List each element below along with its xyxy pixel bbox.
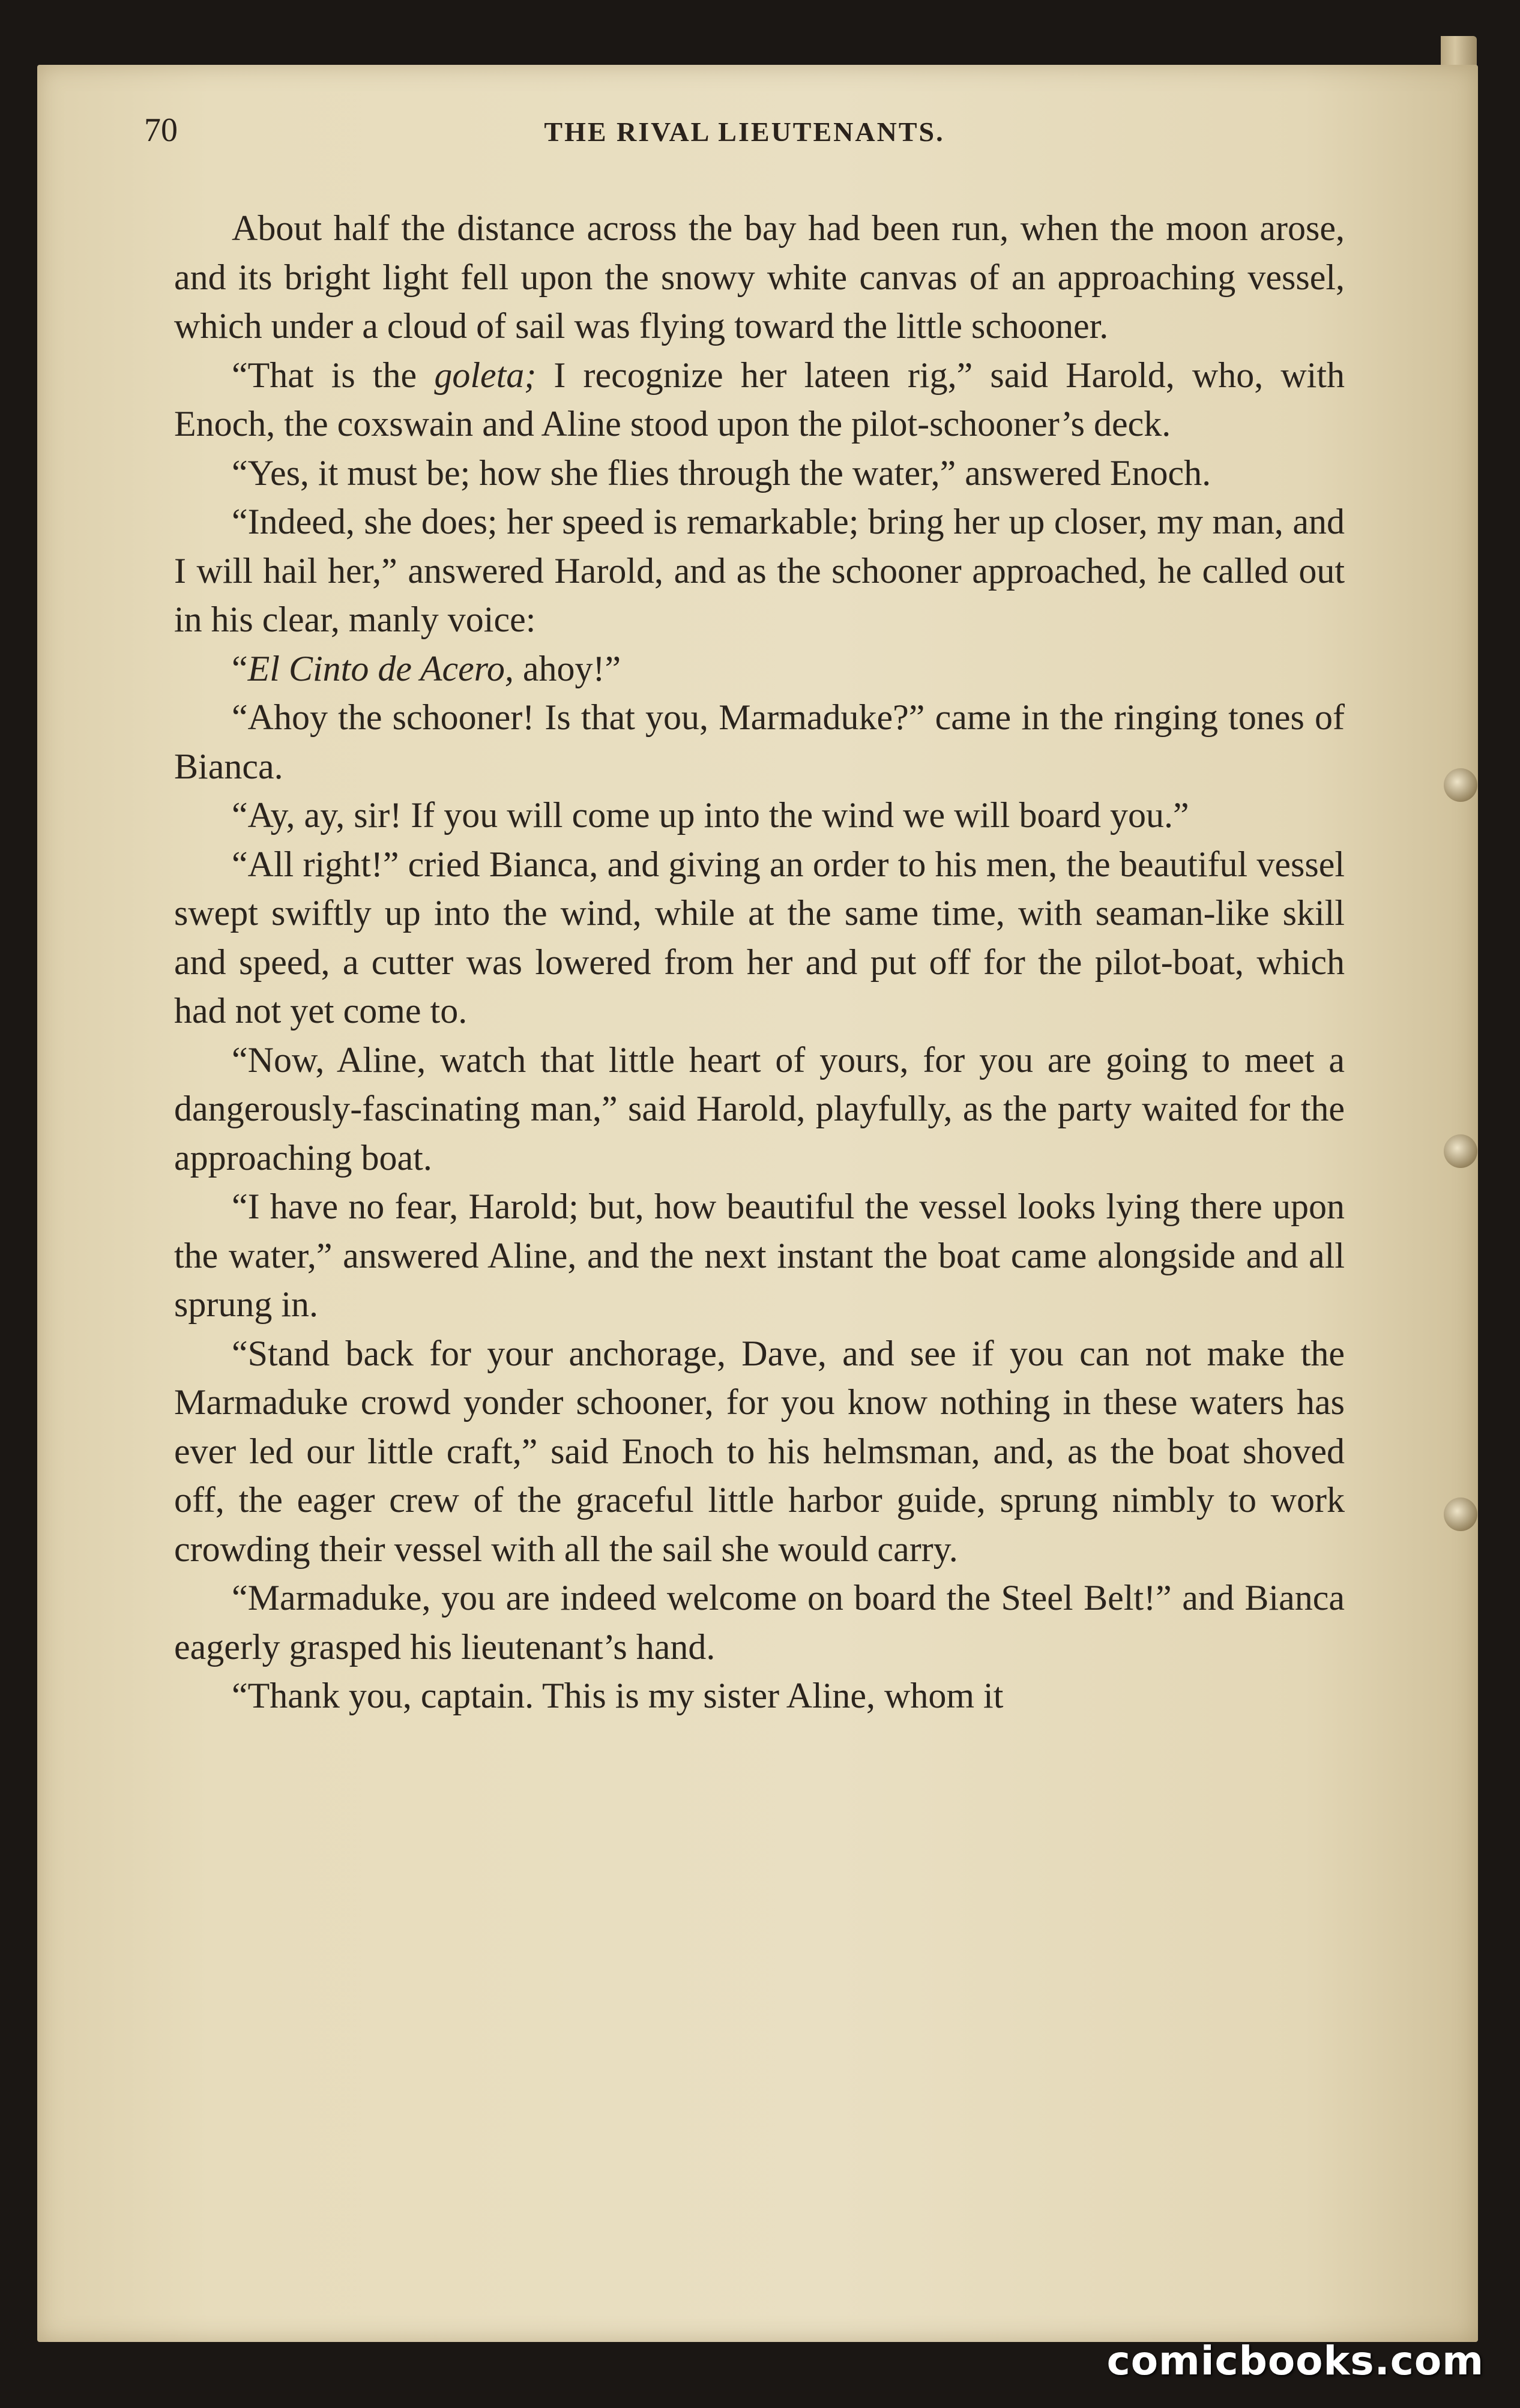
- paragraph: [174, 1574, 1345, 1672]
- paragraph: [174, 1329, 1345, 1574]
- paragraph: [174, 1672, 1345, 1721]
- text-segment: “I have no fear, Harold; but, how beautiful the vessel looks lying there upon the water,” answered Aline, and the next instant the boat came alongside and all sprung in.: [174, 1187, 1345, 1324]
- paragraph: [174, 351, 1345, 449]
- watermark-text: comicbooks.com: [1106, 2338, 1484, 2384]
- body-text: [174, 204, 1345, 1721]
- text-segment: “Thank you, captain. This is my sister Aline, whom it: [232, 1676, 1004, 1715]
- text-segment: “: [232, 648, 248, 688]
- paragraph: [174, 204, 1345, 351]
- binding-staple: [1444, 1134, 1477, 1168]
- paragraph: [174, 498, 1345, 645]
- running-head: THE RIVAL LIEUTENANTS.: [544, 116, 945, 147]
- text-segment: I recognize her lateen rig,” said Harold, who, with Enoch, the coxswain and Aline stood upon the pilot-schooner’s deck.: [174, 355, 1345, 444]
- page-number: 70: [144, 112, 178, 149]
- binding-staple: [1444, 768, 1477, 802]
- page-header: [144, 111, 1345, 159]
- text-segment: “Indeed, she does; her speed is remarkable; bring her up closer, my man, and I will hail her,” answered Harold, and as the schooner approached, he called out in his clear, manly voice:: [174, 502, 1345, 639]
- text-segment: About half the distance across the bay had been run, when the moon arose, and its bright light fell upon the snowy white canvas of an approaching vessel, which under a cloud of sail was flying toward the little schooner.: [174, 208, 1345, 346]
- binding-staple: [1444, 1497, 1477, 1531]
- paragraph: [174, 791, 1345, 840]
- text-segment: “Yes, it must be; how she flies through the water,” answered Enoch.: [232, 453, 1211, 493]
- text-segment: “Now, Aline, watch that little heart of yours, for you are going to meet a dangerously-fascinating man,” said Harold, playfully, as the party waited for the approaching boat.: [174, 1040, 1345, 1178]
- text-segment: ahoy!”: [513, 648, 621, 688]
- paragraph: [174, 645, 1345, 694]
- italic-text: goleta;: [434, 355, 537, 395]
- paragraph: [174, 1036, 1345, 1183]
- text-segment: “Ay, ay, sir! If you will come up into the wind we will board you.”: [232, 795, 1189, 835]
- text-segment: “All right!” cried Bianca, and giving an order to his men, the beautiful vessel swept swiftly up into the wind, while at the same time, with seaman-like skill and speed, a cutter was lowered from her and put off for the pilot-boat, which had not yet come to.: [174, 844, 1345, 1031]
- italic-text: El Cinto de Acero,: [247, 648, 514, 688]
- text-segment: “Stand back for your anchorage, Dave, and see if you can not make the Marmaduke crowd yonder schooner, for you know nothing in these waters has ever led our little craft,” said Enoch to his helmsman, and, as the boat shoved off, the eager crew of the graceful little harbor guide, sprung nimbly to work crowding their vessel with all the sail she would carry.: [174, 1333, 1345, 1569]
- paragraph: [174, 1182, 1345, 1329]
- text-segment: “Marmaduke, you are indeed welcome on board the Steel Belt!” and Bianca eagerly grasped his lieutenant’s hand.: [174, 1578, 1345, 1667]
- paragraph: [174, 449, 1345, 498]
- paragraph: [174, 693, 1345, 791]
- text-segment: “That is the: [232, 355, 435, 395]
- paragraph: [174, 840, 1345, 1036]
- text-segment: “Ahoy the schooner! Is that you, Marmaduke?” came in the ringing tones of Bianca.: [174, 697, 1345, 786]
